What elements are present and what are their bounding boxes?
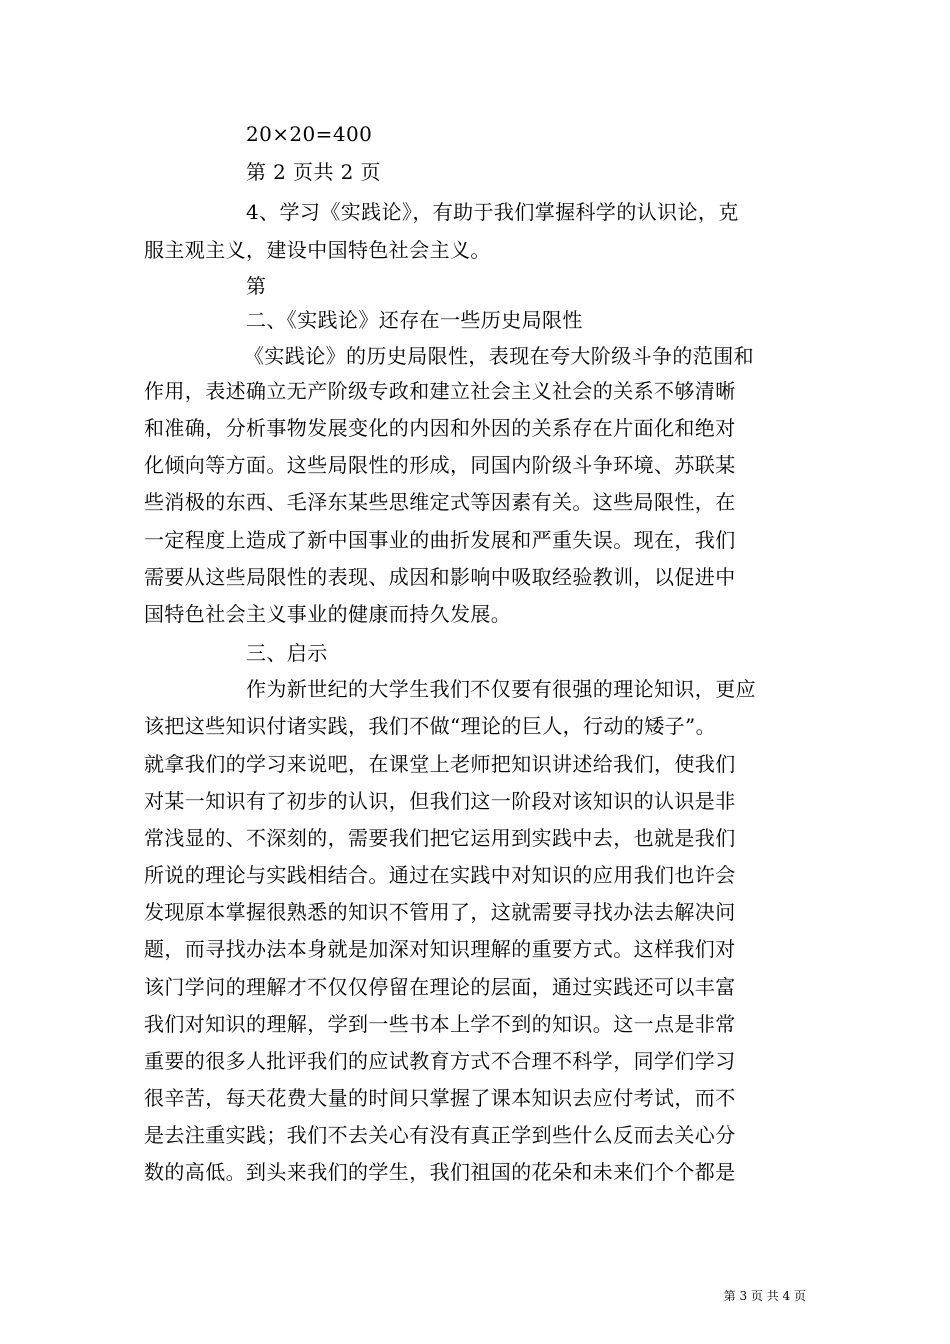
text-line-11: 些消极的东西、毛泽东某些思维定式等因素有关。这些局限性，在 — [144, 490, 736, 514]
text-line-4: 服主观主义，建设中国特色社会主义。 — [144, 238, 491, 262]
text-line-2: 第 2 页共 2 页 — [246, 160, 381, 184]
text-line-8: 作用，表述确立无产阶级专政和建立社会主义社会的关系不够清晰 — [144, 379, 736, 403]
section-heading-2: 二、《实践论》还存在一些历史局限性 — [246, 308, 583, 332]
text-line-5: 第 — [246, 274, 267, 298]
text-line-16: 作为新世纪的大学生我们不仅要有很强的理论知识，更应 — [246, 677, 756, 701]
text-line-12: 一定程度上造成了新中国事业的曲折发展和严重失误。现在，我们 — [144, 528, 736, 552]
text-line-20: 常浅显的、不深刻的，需要我们把它运用到实践中去，也就是我们 — [144, 826, 736, 850]
text-line-28: 是去注重实践；我们不去关心有没有真正学到些什么反而去关心分 — [144, 1123, 736, 1147]
text-line-27: 很辛苦，每天花费大量的时间只掌握了课本知识去应付考试，而不 — [144, 1086, 736, 1110]
text-line-29: 数的高低。到头来我们的学生，我们祖国的花朵和未来们个个都是 — [144, 1160, 736, 1184]
text-line-23: 题，而寻找办法本身就是加深对知识理解的重要方式。这样我们对 — [144, 937, 736, 961]
page-footer: 第 3 页 共 4 页 — [723, 1289, 806, 1303]
text-line-1: 20×20=400 — [246, 122, 373, 146]
text-line-19: 对某一知识有了初步的认识，但我们这一阶段对该知识的认识是非 — [144, 789, 736, 813]
text-line-13: 需要从这些局限性的表现、成因和影响中吸取经验教训，以促进中 — [144, 565, 736, 589]
text-line-10: 化倾向等方面。这些局限性的形成，同国内阶级斗争环境、苏联某 — [144, 453, 736, 477]
text-line-18: 就拿我们的学习来说吧，在课堂上老师把知识讲述给我们，使我们 — [144, 752, 736, 776]
text-line-3: 4、学习《实践论》，有助于我们掌握科学的认识论，克 — [246, 200, 739, 224]
text-line-21: 所说的理论与实践相结合。通过在实践中对知识的应用我们也许会 — [144, 863, 736, 887]
text-line-7: 《实践论》的历史局限性，表现在夸大阶级斗争的范围和 — [244, 344, 754, 368]
text-line-22: 发现原本掌握很熟悉的知识不管用了，这就需要寻找办法去解决问 — [144, 900, 736, 924]
text-line-17: 该把这些知识付诸实践，我们不做“理论的巨人，行动的矮子”。 — [144, 714, 717, 738]
section-heading-3: 三、启示 — [246, 641, 328, 665]
text-line-25: 我们对知识的理解，学到一些书本上学不到的知识。这一点是非常 — [144, 1012, 736, 1036]
text-line-24: 该门学问的理解才不仅仅停留在理论的层面，通过实践还可以丰富 — [144, 975, 736, 999]
text-line-9: 和准确，分析事物发展变化的内因和外因的关系存在片面化和绝对 — [144, 416, 736, 440]
text-line-14: 国特色社会主义事业的健康而持久发展。 — [144, 602, 512, 626]
text-line-26: 重要的很多人批评我们的应试教育方式不合理不科学，同学们学习 — [144, 1049, 736, 1073]
